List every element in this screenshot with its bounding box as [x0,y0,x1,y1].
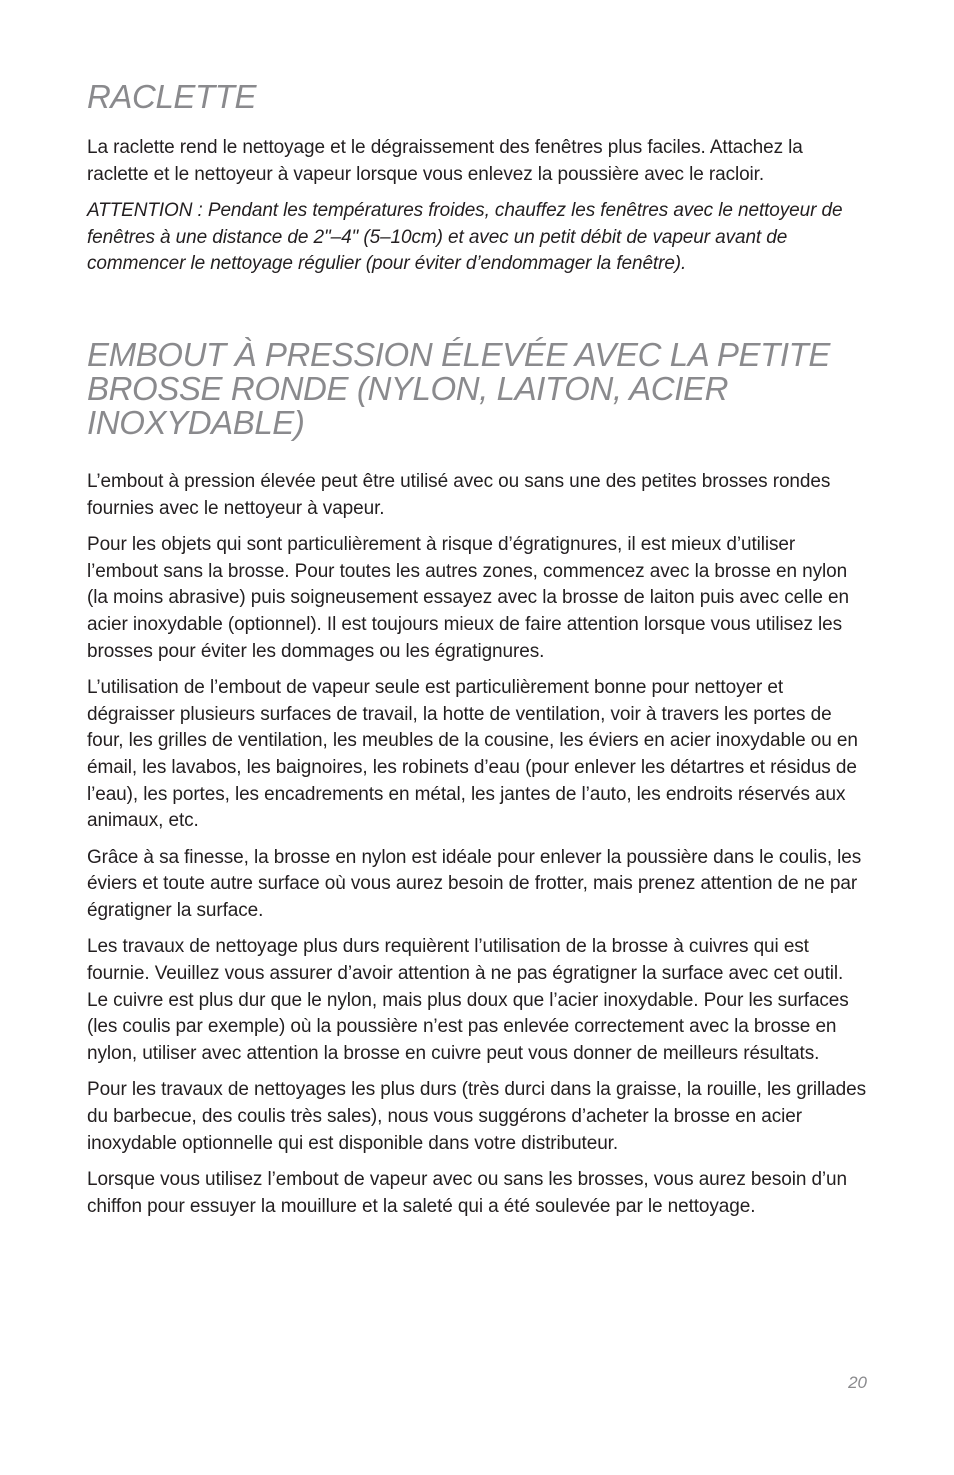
paragraph: Grâce à sa finesse, la brosse en nylon est idéale pour enlever la poussière dans le coulis, les éviers et toute autre surface où vous aurez besoin de frotter, mais prenez attention de ne par égratigner la surface. [87,846,862,921]
paragraph: Pour les travaux de nettoyages les plus durs (très durci dans la graisse, la rouille, les grillades du barbecue, des coulis très sales), nous vous suggérons d’acheter la brosse en acier inoxydable optionnelle qui est disponible dans votre distributeur. [87,1079,866,1154]
attention-note: ATTENTION : Pendant les températures froides, chauffez les fenêtres avec le nettoyeur de fenêtres à une distance de 2"–4" (5–10cm) et avec un petit débit de vapeur avant de commencer le nettoyage régulier (pour éviter d’endommager la fenêtre). [87,200,843,275]
page-number: 20 [848,1373,867,1392]
paragraph: Lorsque vous utilisez l’embout de vapeur avec ou sans les brosses, vous aurez besoin d’un chiffon pour essuyer la mouillure et la saleté qui a été soulevée par le nettoyage. [87,1169,847,1217]
paragraph: L’embout à pression élevée peut être utilisé avec ou sans une des petites brosses rondes fournies avec le nettoyeur à vapeur. [87,470,831,519]
paragraph: Pour les objets qui sont particulièrement à risque d’égratignures, il est mieux d’utiliser l’embout sans la brosse. Pour toutes les autres zones, commencez avec la brosse en nylon (la moins abrasive) puis soigneusement essayez avec la brosse de laiton puis avec celle en acier inoxydable (optionnel). Il est toujours mieux de faire attention lorsque vous utilisez les brosses pour éviter les dommages ou les égratignures. [87,534,849,662]
section-title-embout: EMBOUT À PRESSION ÉLEVÉE AVEC LA PETITE BROSSE RONDE (NYLON, LAITON, ACIER INOXYDABLE) [87,335,831,441]
document-page [87,80,867,1230]
paragraph: Les travaux de nettoyage plus durs requièrent l’utilisation de la brosse à cuivres qui est fournie. Veuillez vous assurer d’avoir attention à ne pas égratigner la surface avec cet outil. Le cuivre est plus dur que le nylon, mais plus doux que l’acier inoxydable. Pour les surfaces (les coulis par exemple) où la poussière n’est pas enlevée correctement avec la brosse en nylon, utiliser avec attention la brosse en cuivre peut vous donner de meilleurs résultats. [87,936,849,1064]
paragraph: La raclette rend le nettoyage et le dégraissement des fenêtres plus faciles. Attachez la raclette et le nettoyeur à vapeur lorsque vous enlevez la poussière avec le racloir. [87,137,803,185]
paragraph: L’utilisation de l’embout de vapeur seule est particulièrement bonne pour nettoyer et dégraisser plusieurs surfaces de travail, la hotte de ventilation, voir à travers les portes de four, les grilles de ventilation, les meubles de la cousine, les éviers en acier inoxydable ou en émail, les lavabos, les baignoires, les robinets d’eau (pour enlever les détartres et résidus de l’eau), les portes, les encadrements en métal, les jantes de l’auto, les endroits réservés aux animaux, etc. [87,677,858,832]
section-title-raclette: RACLETTE [87,78,257,115]
